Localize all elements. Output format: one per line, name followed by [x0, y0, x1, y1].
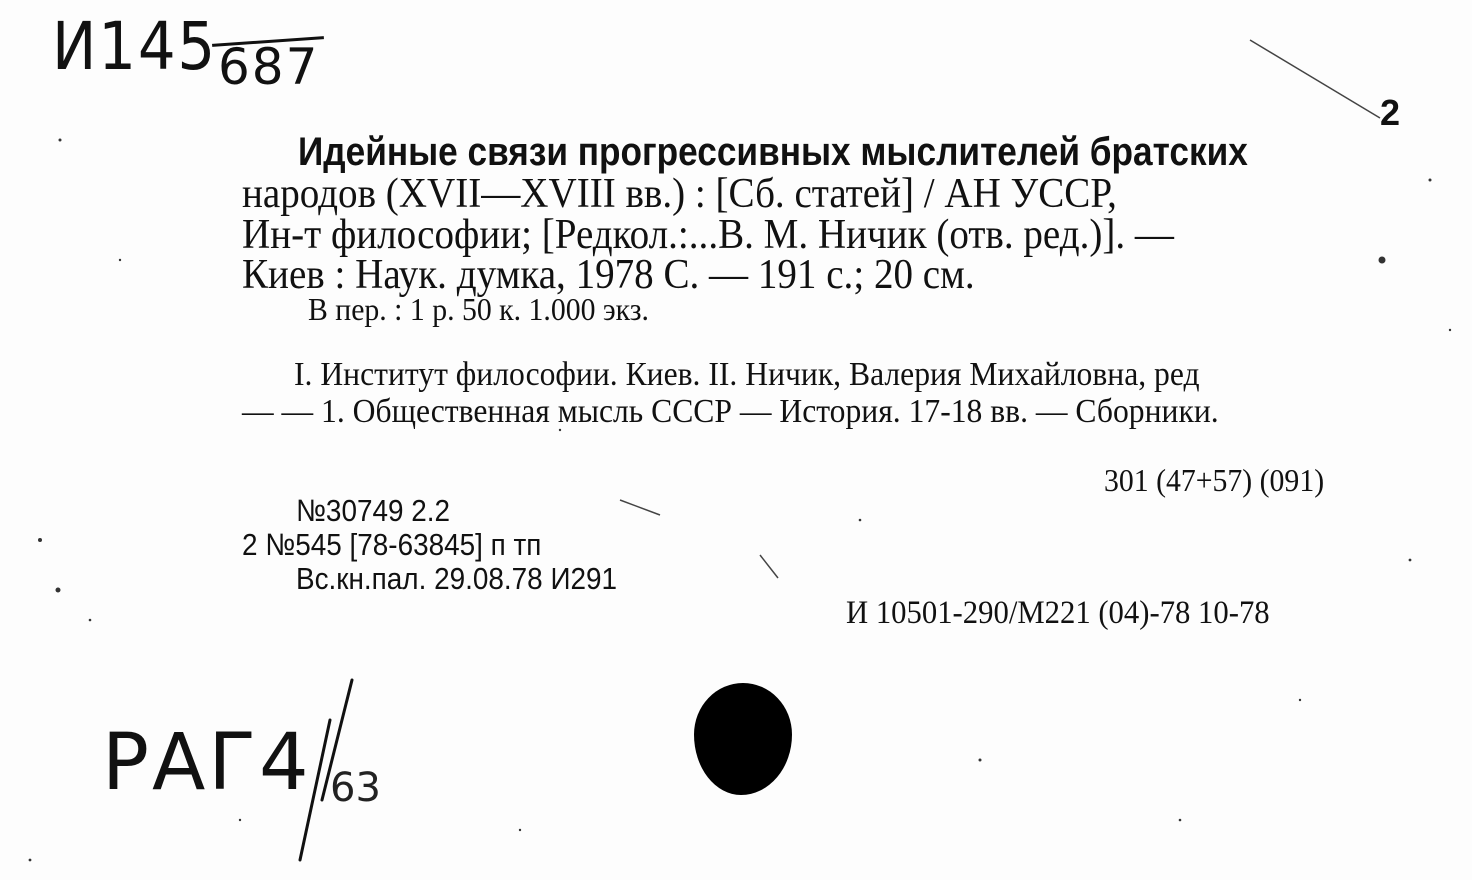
record-line-2: 2 №545 [78-63845] п тп	[242, 527, 542, 562]
classification-code: 301 (47+57) (091)	[1104, 462, 1325, 498]
shelf-mark-sub: 63	[330, 765, 381, 811]
record-line-1: №30749 2.2	[296, 493, 451, 528]
price-line: В пер. : 1 р. 50 к. 1.000 экз.	[308, 291, 649, 327]
shelf-mark-main: РАГ4	[102, 718, 312, 808]
call-number-main: И145	[52, 8, 218, 85]
tracing-line-1: I. Институт философии. Киев. II. Ничик, Валерия Михайловна, ред	[294, 356, 1200, 393]
title-line-4: Киев : Наук. думка, 1978 С. — 191 с.; 20 см.	[242, 252, 975, 298]
index-code: И 10501-290/М221 (04)-78 10-78	[846, 595, 1270, 631]
card-number: 2	[1380, 92, 1401, 133]
tracing-line-2: — — 1. Общественная мысль СССР — История. 17-18 вв. — Сборники.	[242, 393, 1219, 430]
call-number-sub: 687	[218, 38, 320, 96]
title-line-2: народов (XVII—XVIII вв.) : [Сб. статей] / АН УССР,	[242, 171, 1117, 217]
record-line-3: Вс.кн.пал. 29.08.78 И291	[296, 561, 618, 596]
title-line-1: Идейные связи прогрессивных мыслителей братских	[298, 130, 1248, 174]
title-line-3: Ин-т философии; [Редкол.:...В. М. Ничик (отв. ред.)]. —	[242, 212, 1174, 258]
